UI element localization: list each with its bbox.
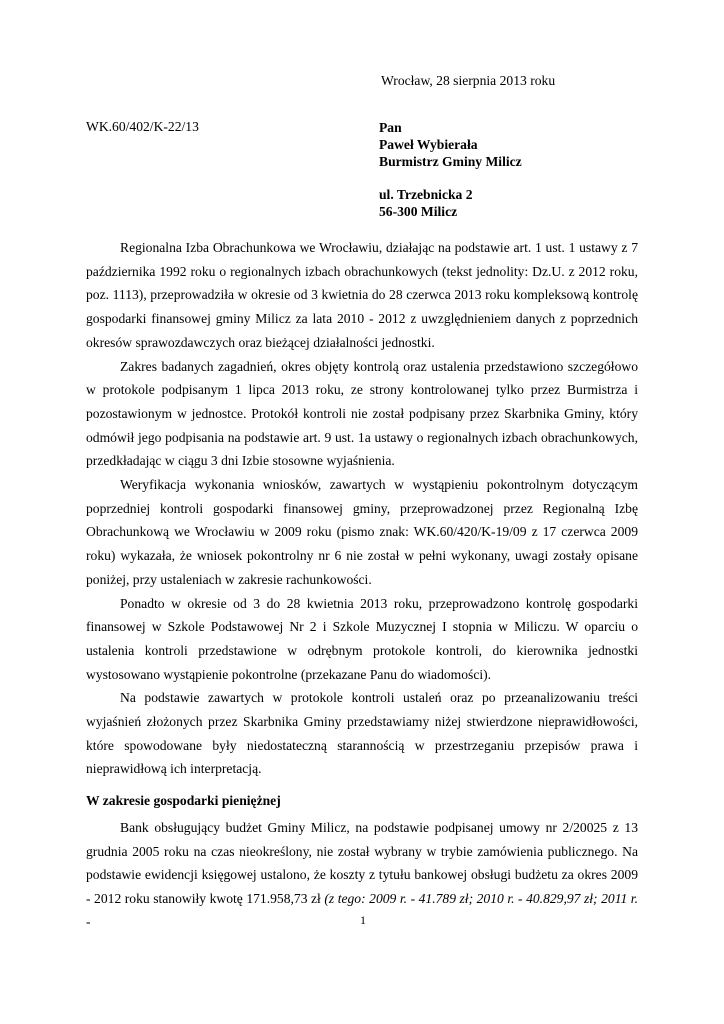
letter-body [86,236,638,781]
body-paragraph: Zakres badanych zagadnień, okres objęty kontrolą oraz ustalenia przedstawiono szczegółowo w protokole podpisanym 1 lipca 2013 roku, ze strony kontrolowanej tylko przez Burmistrza i pozostawionym w jednostce. Protokół kontroli nie został podpisany przez Skarbnika Gminy, który odmówił jego podpisania na podstawie art. 9 ust. 1a ustawy o regionalnych izbach obrachunkowych, przedkładając w ciągu 3 dni Izbie stosowne wyjaśnienia. [86,358,638,469]
section-paragraph-italic: (z tego: 2009 r. - 41.789 zł; 2010 r. - 40.829,97 zł; 2011 r. - [86,890,638,929]
recipient-postal-city: 56-300 Milicz [379,204,458,219]
page-number: 1 [360,913,366,927]
section-paragraph-text: Bank obsługujący budżet Gminy Milicz, na podstawie podpisanej umowy nr 2/20025 z 13 grudnia 2005 roku na czas nieokreślony, nie został wybrany w trybie zamówienia publicznego. Na podstawie ewidencji księgowej ustalono, że koszty z tytułu bankowej obsługi budżetu za okres 2009 - 2012 roku stanowiły kwotę 171.958,73 zł [86,820,638,906]
body-paragraph: Ponadto w okresie od 3 do 28 kwietnia 2013 roku, przeprowadzono kontrolę gospodarki finansowej w Szkole Podstawowej Nr 2 i Szkole Muzycznej I stopnia w Miliczu. W oparciu o ustalenia kontroli przedstawione w odrębnym protokole kontroli, do kierownika jednostki wystosowano wystąpienie pokontrolne (przekazane Panu do wiadomości). [86,595,638,682]
section-heading: W zakresie gospodarki pieniężnej [86,793,281,808]
recipient-salutation: Pan [379,120,402,135]
body-paragraph: Weryfikacja wykonania wniosków, zawartych w wystąpieniu pokontrolnym dotyczącym poprzedniej kontroli gospodarki finansowej gminy, przeprowadzonej przez Regionalną Izbę Obrachunkową we Wrocławiu w 2009 roku (pismo znak: WK.60/420/K-19/09 z 17 czerwca 2009 roku) wykazała, że wniosek pokontrolny nr 6 nie został w pełni wykonany, uwagi zostały opisane poniżej, przy ustaleniach w zakresie rachunkowości. [86,477,638,587]
recipient-address [379,119,522,220]
body-paragraph: Na podstawie zawartych w protokole kontroli ustaleń oraz po przeanalizowaniu treści wyjaśnień złożonych przez Skarbnika Gminy przedstawiamy niżej stwierdzone nieprawidłowości, które spowodowane były niedostateczną starannością w przestrzeganiu przepisów prawa i nieprawidłową ich interpretacją. [86,690,638,777]
recipient-title: Burmistrz Gminy Milicz [379,154,522,169]
recipient-name: Paweł Wybierała [379,137,478,152]
reference-number: WK.60/402/K-22/13 [86,119,199,134]
body-paragraph: Regionalna Izba Obrachunkowa we Wrocławiu, działając na podstawie art. 1 ust. 1 ustawy z 7 października 1992 roku o regionalnych izbach obrachunkowych (tekst jednolity: Dz.U. z 2012 roku, poz. 1113), przeprowadziła w okresie od 3 kwietnia do 28 czerwca 2013 roku kompleksową kontrolę gospodarki finansowej gminy Milicz za lata 2010 - 2012 z uwzględnieniem danych z poprzednich okresów sprawozdawczych oraz bieżącej działalności jednostki. [86,240,638,350]
recipient-street: ul. Trzebnicka 2 [379,187,473,202]
place-date: Wrocław, 28 sierpnia 2013 roku [381,73,556,88]
